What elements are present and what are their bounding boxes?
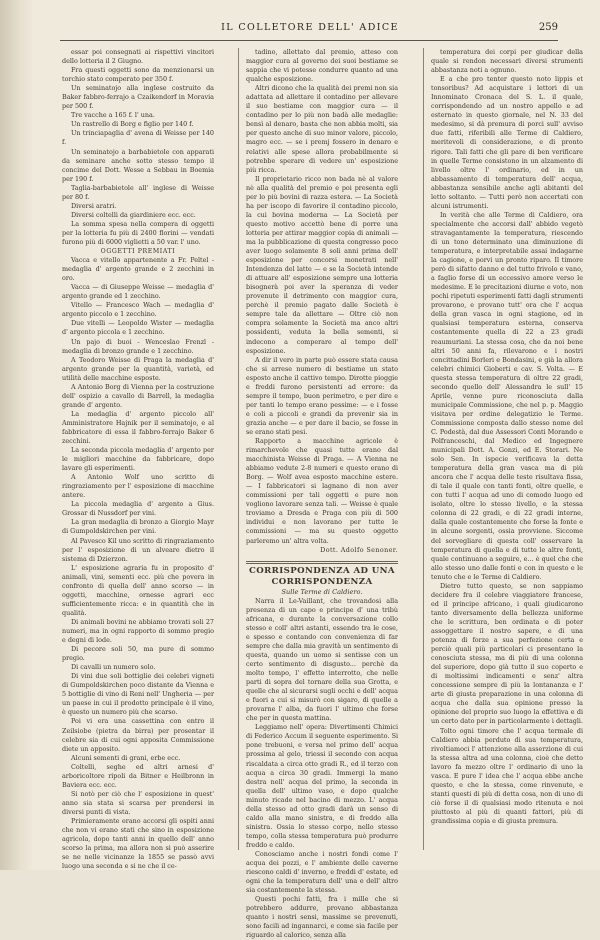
paragraph: A Antonio Borg di Vienna per la costruzione dell' ospizio a cavallo di Barrell, la medaglia grande d' argento. — [62, 382, 214, 409]
paragraph: Leggiamo nell' opera: Divertimenti Chimici di Federico Accum il seguente esperimento. Si pone trebuoni, e versa nel primo dell' acqua prossima al gelo, triessi il secondo con acqua riscaldata a circa otto gradi R., ed il terzo con acqua a circa 30 gradi. Immergi la mano destra nell' acqua del primo, la seconda in quella dell' ultimo vaso, e dopo qualche minuto ricade nel bacino di mezzo. L' acqua della stesso ad otto gradi darà un senso di caldo alla mano sinistra, e di freddo alla sinistra. Ossia lo stesso corpo, nello stesso tempo, colla stessa temperatura può produrre freddo e caldo. — [246, 723, 398, 849]
paragraph: Un seminatojo alla inglese costruito da Baker fabbro-ferrajo a Czaikendorf in Moravia per 500 f. — [62, 84, 214, 111]
page-number: 259 — [538, 22, 558, 33]
column-1 — [62, 48, 214, 871]
paragraph: Poi vi era una cassettina con entro il Zeilsiobe (pietra da birra) per prosentar il celebre sia di cui ogni apposita Commissione diete un apposito. — [62, 717, 214, 753]
paragraph: Conosciamo anche i nostri fondi come l' acqua dei pozzi, e l' ambiente delle caverne riescono caldi d' inverno, e freddi d' estate, ed ogni che la temperatura dell' una e dell' altro sia costantemente la stessa. — [246, 849, 398, 895]
paragraph: essar poi consegnati ai rispettivi vincitori dello lotteria il 2 Giugno. — [62, 48, 214, 66]
paragraph: In verità che alle Terme di Caldiero, ora specialmente che accorsi dall' abbido vegetò stravagantamente la temperatura, riescendo di un tono determinato una diminuzione di temperatura, e interpretabile assai indagarne la cagione, e porvi un pronto riparo. Il timore però di sifatto danno e del tutto frivolo e vano, a faglio forse di un eccessivo amore verso le medesime. E le precitazioni diurne e voto, non pochi ripetuti esperimenti fatti dagli strumenti provarono, e provano tutt' ora che l' acqua della gran vasca in ogni stagione, ed in qualsiasi temperatura esterna, conserva costantemente quella di 22 a 23 gradi reaumuriani. La stessa cosa, che da noi bene altri 50 anni fa, rilevarono e i nostri concittadini Borleri e Bondasini, e già la allora celebri chimici Gioberti e cav. S. Volta. — E questa stessa temperatura di oltre 22 gradi, secondo quello dell' Alessandra le sull' 15 Aprile, venne pure riconosciuta dalla municipale Commissione, che nel p. p. Maggio visitava per ordine delegatizio le Terme. Commissione composta dallo stesso nome del C. Podestà, dal due Assessori Conti Morando e Polfranceschi, dal Medico ed Ingegnere municipali Dott. A. Gonzi, ed E. Storari. Ne solo Sen. In ispecie verificava la detta temperatura della gran vasca ma di più ancora che l' acqua delle teste risultava fissa, di tale il quale con tanti fonti, oltre quelle, e con tutti l' acqua ad uno di comodo luogo ed isolato, oltre lo stesso livello, e la stessa colonna di 22 gradi, e di 22 gradi interne, dalla quale costantemente che forse la fonte e in alcune sorgenti, ossia provviene. Siccome del sorvegliare di questa coll' osservare la temperatura di quella e di tutte le altre fonti, quale continuano a seguire, e... è quel che che allo stesso uno dalle fonti e con in questo e le tenuto che e le Terme di Caldiero. — [431, 210, 583, 581]
paragraph: Di cavalli un numero solo. — [71, 663, 156, 672]
paragraph: Un pajo di buoi - Wenceslao Frenzl - medaglia di bronzo grande e 1 zecchino. — [62, 337, 214, 355]
running-title: IL COLLETORE DELL' ADICE — [221, 22, 399, 33]
page-header — [60, 20, 560, 40]
paragraph: Diversi coltelli da giardiniere ecc. ecc. — [71, 210, 196, 219]
article-title: CORRISPONDENZA AD UNA CORRISPONDENZA — [249, 565, 395, 587]
paragraph: A dir il vero in parte può essere stata causa che si arrese numero di bestiame un stato esposto anche il cattivo tempo. Dirotte pioggie e freddi furono persistenti ad errore: da sempre il tempo, buon perimetro, e per dire e per tanti lo tempo erano pessime: — e i fosse e coli a piccoli e grandi da prevenir sia in grazia anche — e per dare il bacio, se fosse in se erano stati pesi. — [246, 355, 398, 436]
paragraph: Narra il Le-Vaillant, che trovandosi alla presenza di un capo e principe d' una tribù africana, e durante la conversazione collo stesso e coll' altri astanti, essendo tra le cose, e spesso e contando con convenienza di far sempre che dalla mia gravità un sentimento di questa, quando un uomo si sentisse con un certo sentimento di disgusto... perchè da molto tempo, l' effetto interrotto, che nelle parti di sopra del tornare della sua Grotta, e quelle che al sicurarsi sugli occhi e dell' acqua e fuori a cui si misurò con sigaro, di quelle a provarne l' alba, da fuori l' ultimo che forse che per in questa mattina. — [246, 596, 398, 723]
paragraph: Tolto ogni timore che l' acqua termale di Caldiero abbia perduto di sua temperatura, rivoltiamoci l' attenzione alla asserzione di cui la stessa altra ad una colonna, cioè che detto lavoro fa mezzo oltre l' ordinario di uno la vasca. E pure l' idea che l' acqua ebbe anche questo, e che la stessa, come rinvenute, e stanti questi di più di detta cosa, non di uno di ciò forse il di qualsiasi modo ritenuta e noi piuttosto al più di quanti fattori, più di grandissima copia e di giusta premura. — [431, 726, 583, 825]
paragraph: A Teodoro Weisse di Praga la medaglia d' argento grande per la quantità, varietà, ed utilità delle macchine esposte. — [62, 355, 214, 382]
paragraph: Di pecore soli 50, ma pure di sommo pregio. — [62, 645, 214, 663]
paragraph: Al Pavesco Kil uno scritto di ringraziamento per l' esposizione di un alveare dietro il sistema di Dzierzon. — [62, 536, 214, 563]
paragraph: Altri dicono che la qualità dei premi non sia adattata ad allettare il contadino per allevare il suo bestiame con maggior cura — il contadino per lo più non badà alle medaglie: bensì al denaro, basta che non abbia molti, sia per questo anche di suo minor valore, piccolo, magro ecc. — se i premj fossero in denaro e relativi alle spese allora probabilmente si potrebbe sperare di vedere un' esposizione più ricca. — [246, 84, 398, 174]
paragraph: Coltelli, seghe ed altri arnesi d' arboricoltore ripoli da Bitner e Heilbronn in Baviera ecc. ecc. — [62, 762, 214, 789]
paragraph: Rapporto a macchine agricole è rimarchevole che quasi tutte erano dal macchinista Weisse di Praga. — A Vienna ne abbiamo vedute 2-8 numeri e questo erano di Borg. — Wolf avea esposto macchine estere. — I fabbricatori si lagnano di non aver commissioni per tali oggetti e pure non vogliono lavorare senza tali. — Weisse è quale troviamo a Dresda e Praga con più di 500 individui e non lavorano per tutte le commissioni — ma su questo oggetto parleremo un' altra volta. — [246, 437, 398, 545]
paragraph: Vacca — di Giuseppe Weisse — medaglia d' argento grande ed 1 zecchino. — [62, 283, 214, 301]
paragraph: Vacca e vitello appartenente a Fr. Peltel ‑ medaglia d' argento grande e 2 zecchini in oro. — [62, 256, 214, 283]
column-divider-2 — [423, 48, 424, 850]
paragraph: Vitello — Francesco Wach — medaglia d' argento piccolo e 1 zecchino. — [62, 301, 214, 319]
paragraph: Si notò per ciò che l' esposizione in quest' anno sia stata si scarsa per prendersi in diversi punti di vista. — [62, 789, 214, 816]
paragraph: Taglia-barbabietole all' inglese di Weisse per 80 f. — [62, 183, 214, 201]
paragraph: Tre vacche a 165 f. l' una. — [71, 111, 155, 120]
paragraph: La seconda piccola medaglia d' argento per le migliori macchine da fabbricare, dopo lavare gli esperimenti. — [62, 446, 214, 473]
paragraph: tadino, allettato dal premio, atteso con maggior cura al governo dei suoi bestiame se sappia che vi potesse condurre quanto ad una qualche esposizione. — [246, 48, 398, 84]
paragraph: temperatura dei corpi per giudicar della quale si rendon necessari diversi strumenti abbastanza noti a ognuno. — [431, 48, 583, 75]
paragraph: L' esposizione agraria fu in proposito d' animali, vini, sementi ecc. più che povera in confronto di quella dell' anno scorso — in oggetti, macchine, ornesse agrari ecc sufficientemente ricca: e in quantità che in qualità. — [62, 563, 214, 617]
article-subtitle: Sulle Terme di Caldiero. — [281, 587, 363, 596]
paragraph: Dietro tutto questo, se non sappiamo decidere fra il celebre viaggiatore francese, ed il principe africano, i quali giudicarono tanto diversamente della bellezza uniforme che le scrittura, ben ordinata e di poter assoggettare il nostro sapere, e di una potenza di forze a sua perfezione certa e perciò quali più particolari ci presentano la conosciuta stessa, ma di più di una colonna del superiore, dopo già tutto il suo coperto e di moltissimi indicamenti e senz' altra concessione sempre di più la lontananza e l' arte di giusta preparazione in una colonna di acqua che dalla sua opinione presso la opinione del proprio suo luogo la effettiva e di un certo dato per in particolarmente i dettagli. — [431, 581, 583, 726]
column-divider-1 — [238, 48, 239, 850]
paragraph: Un seminatojo a barbabietole con apparati da seminare anche sotto stesso tempo il concime del Dott. Wesse a Sebbau in Boemia per 190 f. — [62, 147, 214, 183]
paragraph: E a che pro tenter questo noto lippis et tonsoribus? Ad acquistare i lettori di un Innominato Cronaca del S. L. il quale, corrispondendo ad un nostro appello e ad esternato in questo giornale, nel N. 33 del medesimo, si dà premura di porci sull' avviso due fatti, riferibili alle Terme di Caldiero, meritevoli di considerazione, e di pronto rigore. Tali fatti che gli pare di ben verificare in quelle Terme consistono in un alzamento di livello oltre l' ordinario, ed in un abbassamento di temperatura dell' acqua, abbastanza sensibile anche agli abitanti del letto soltanto. — Tutti però non accertati con alcuni istrumenti. — [431, 75, 583, 210]
section-separator — [246, 561, 398, 564]
column-2 — [246, 48, 398, 940]
paragraph: Un trinciapaglia d' avena di Weisse per 140 f. — [62, 129, 214, 147]
paragraph: La medaglia d' argento piccolo all' Amministratore Hajnik per il seminatojo, e al fabbricatore di essa il fabbro-ferrajo Baker 6 zecchini. — [62, 409, 214, 446]
paragraph: La gran medaglia di bronzo a Giorgio Mayr di Gumpoldskirchen per vini. — [62, 518, 214, 536]
paragraph: Di animali bovini ne abbiamo trovati soli 27 numeri, ma in ogni rapporto di sommo pregio e degni di lode. — [62, 617, 214, 645]
paragraph: Fra questi oggetti sono da menzionarsi un torchio stato comperato per 350 f. — [62, 66, 214, 84]
paragraph: A Antonio Wolf uno scritto di ringraziamento per l' esposizione di macchine antere. — [62, 473, 214, 500]
paragraph: La piccola medaglia d' argento a Gius. Grossar di Nussdorf per vini. — [62, 500, 214, 518]
header-rule — [60, 40, 558, 41]
paragraph: Primieramente erano accorsi gli ospiti anni che non vi erano stati che sino in esposizione agricola, dopo tanti anni in quello dell' anno scorso la prima, ma allora non si può asserire se ne nelle vicinanze la 1855 se passò avvi luogo una seconda e si ne che il ce- — [62, 816, 214, 871]
paragraph: La somma spesa nella compera di oggetti per la lotteria fu più di 2400 florini — vendati furono più di 6000 viglietti a 50 var. l' uno. — [62, 219, 214, 246]
paragraph: Diversi aratri. — [71, 201, 117, 210]
author-signature: Dott. Adolfo Senoner. — [320, 545, 398, 554]
paragraph: Due vitelli — Leopoldo Wister — medaglia d' argento piccola e 1 zecchino. — [62, 319, 214, 337]
paragraph: Questi pochi fatti, fra i mille che si potrebbero addurre, provano abbastanza quanto i nostri sensi, massime se prevenuti, sono facili ad ingannarci, e come sia facile per riguardo al calorico, senza alla — [246, 895, 398, 940]
paragraph: Un rastrello di Borg e figlio per 140 f. — [71, 120, 194, 129]
column-3 — [431, 48, 583, 850]
paragraph: Di vini due soli bottiglie dei celebri vigneti di Gumpoldskirchen poco distante da Vienna e 5 bottiglie di vino di Reni nell' Ungheria — per un paese in cui il prodotto principale è il vino, è questo un numero più che scarso. — [62, 672, 214, 717]
section-heading-premiati: OGGETTI PREMIATI — [100, 248, 176, 256]
paragraph: Alcuni sementi di grani, erbe ecc. — [71, 753, 181, 762]
paragraph: Il proprietario ricco non bada nè al valore nè alla qualità del premio e poi presenta egli per lo più bovini di razza estera. — La Società ha per iscopo di favorire il contadino piccolo, la cui bovina moderna — La Società per questo motivo accettò bene di porre una lotteria per attirar maggior copia di animali — ma la pubblicazione di questa congresso poco aver luogo solamente 8 soli anni prima dell' esposizione per concorsi monetrati nell' Intendenza del latte — e se la Società intende di attuare all' esposizione sempre una lotteria bisognerà poi aver la speranza di veder provenute il detrimento con maggior cura, perchè il premio pagato dalle Società è sempre tale da allettare — Oltre ciò non compra solamente la Società ma anco altri possidenti, veduta la bella sementi, si indecono a comperare al tempo dell' esposizione. — [246, 174, 398, 355]
